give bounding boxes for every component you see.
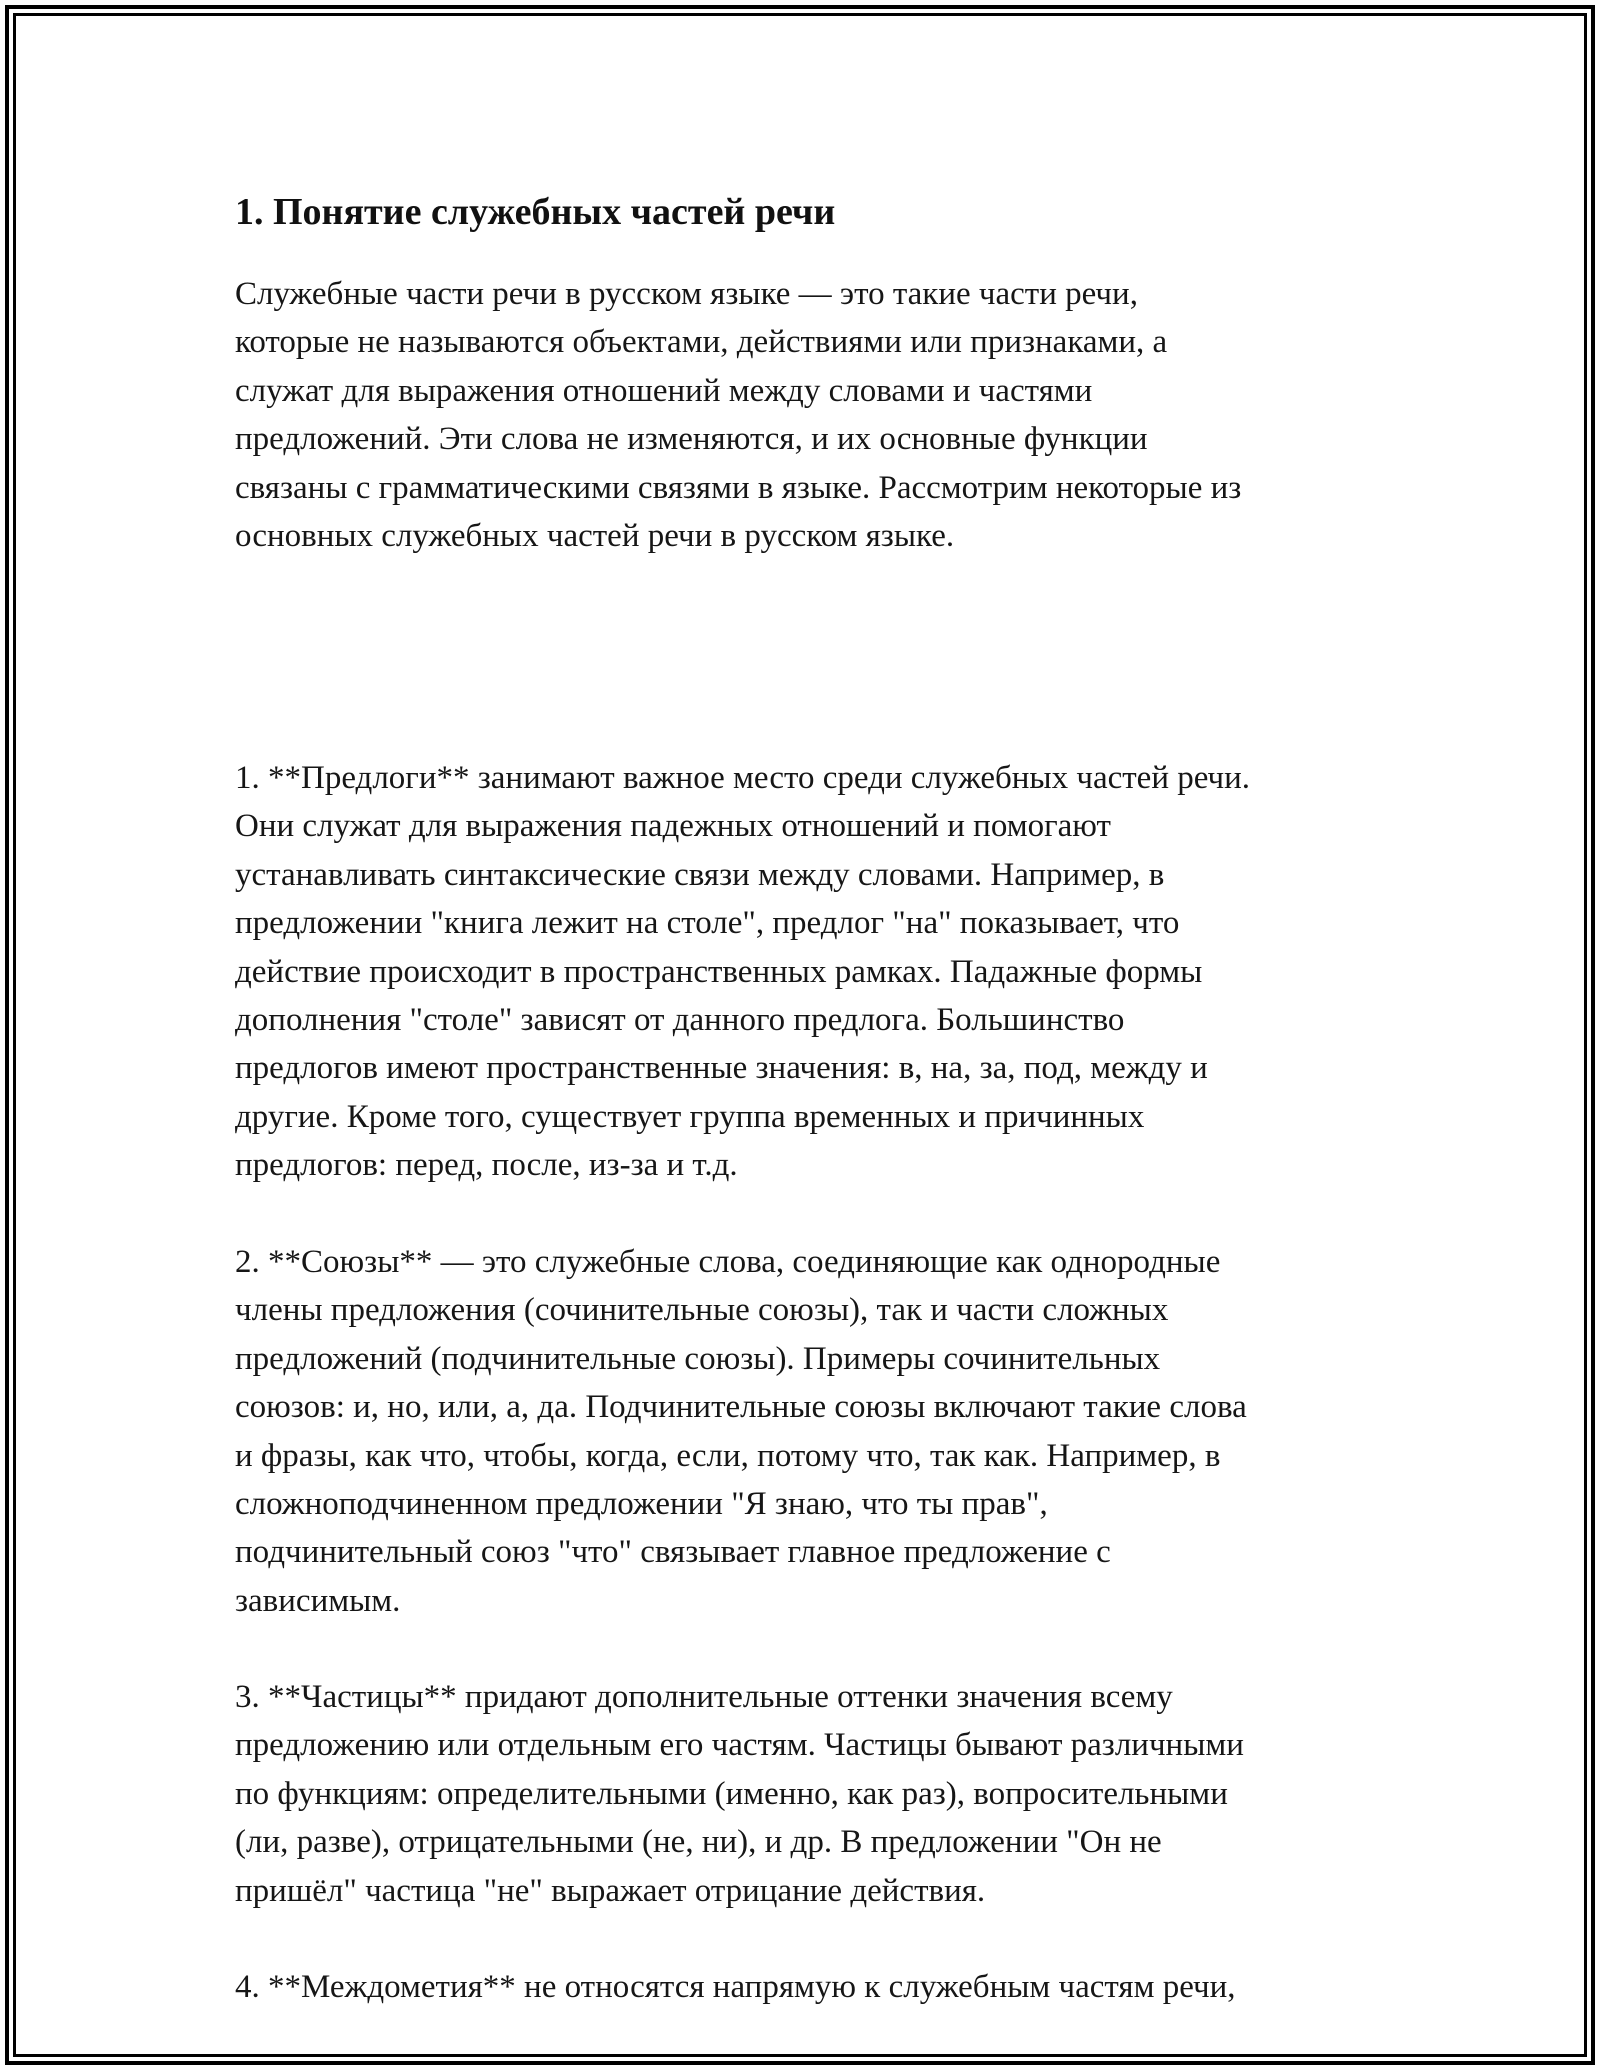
document-body bbox=[235, 188, 1385, 2005]
paragraph-prepositions: 1. **Предлоги** занимают важное место среди служебных частей речи. Они служат для выражения падежных отношений и помогают устанавливать синтаксические связи между словами. Например, в предложении "книга лежит на столе", предлог "на" показывает, что действие происходит в пространственных рамках. Падажные формы дополнения "столе" зависят от данного предлога. Большинство предлогов имеют пространственные значения: в, на, за, под, между и другие. Кроме того, существует группа временных и причинных предлогов: перед, после, из-за и т.д. bbox=[235, 760, 1251, 1184]
paragraph-particles: 3. **Частицы** придают дополнительные оттенки значения всему предложению или отдельным его частям. Частицы бывают различными по функциям: определительными (именно, как раз), вопросительными (ли, разве), отрицательными (не, ни), и др. В предложении "Он не пришёл" частица "не" выражает отрицание действия. bbox=[235, 1679, 1244, 1909]
section-heading: 1. Понятие служебных частей речи bbox=[235, 191, 836, 233]
paragraph-intro: Служебные части речи в русском языке — это такие части речи, которые не называются объектами, действиями или признаками, а служат для выражения отношений между словами и частями предложений. Эти слова не изменяются, и их основные функции связаны с грамматическими связями в языке. Рассмотрим некоторые из основных служебных частей речи в русском языке. bbox=[235, 276, 1242, 555]
paragraph-interjections: 4. **Междометия** не относятся напрямую к служебным частям речи, bbox=[235, 1969, 1236, 2005]
paragraph-conjunctions: 2. **Союзы** — это служебные слова, соединяющие как однородные члены предложения (сочинительные союзы), так и части сложных предложений (подчинительные союзы). Примеры сочинительных союзов: и, но, или, а, да. Подчинительные союзы включают такие слова и фразы, как что, чтобы, когда, если, потому что, так как. Например, в сложноподчиненном предложении "Я знаю, что ты прав", подчинительный союз "что" связывает главное предложение с зависимым. bbox=[235, 1244, 1247, 1619]
